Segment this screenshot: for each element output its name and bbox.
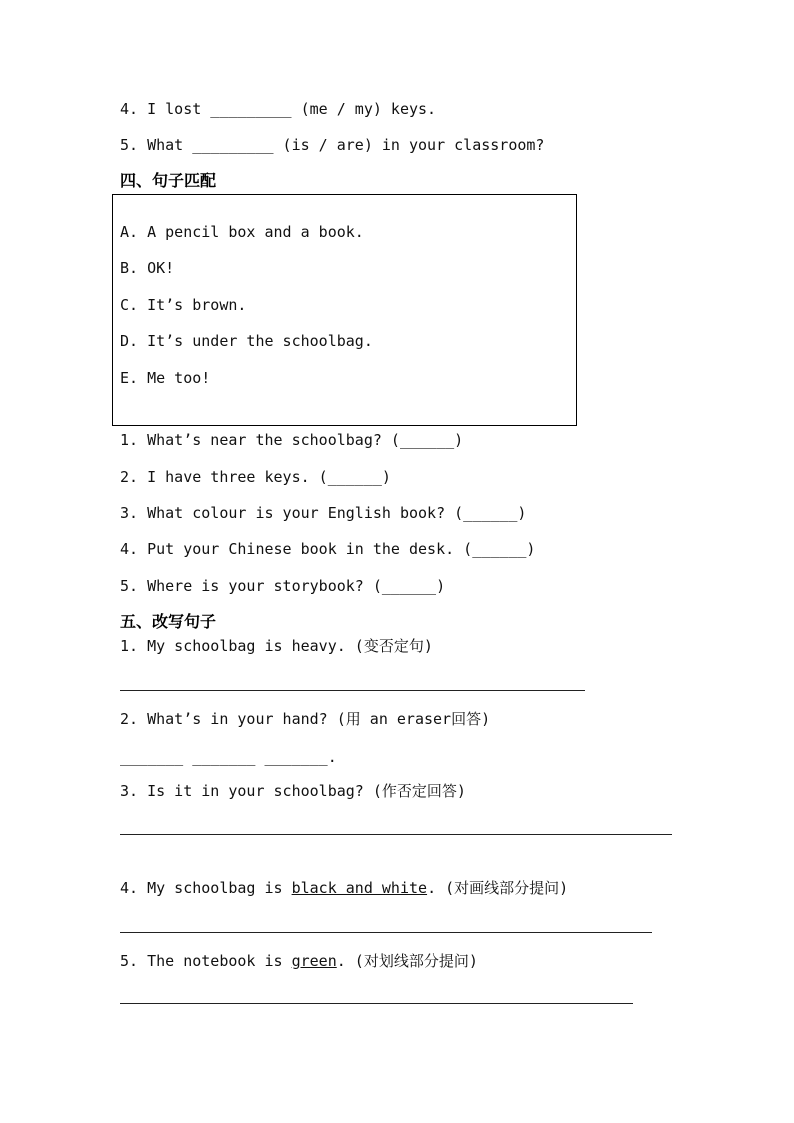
matching-question-2: 2. I have three keys. (______)	[120, 468, 391, 486]
question-4-suffix: . (对画线部分提问)	[427, 879, 569, 897]
answer-line-3	[120, 834, 672, 835]
answer-line-1	[120, 690, 585, 691]
answer-line-4	[120, 932, 652, 933]
matching-option-d: D. It’s under the schoolbag.	[120, 332, 373, 350]
question-5-underlined: green	[291, 952, 337, 970]
fill-blank-item-5: 5. What _________ (is / are) in your classroom?	[120, 136, 545, 154]
rewrite-question-1: 1. My schoolbag is heavy. (变否定句)	[120, 637, 433, 655]
answer-blanks-2: _______ _______ _______.	[120, 748, 337, 766]
rewrite-question-4	[120, 878, 568, 898]
rewrite-question-2: 2. What’s in your hand? (用 an eraser回答)	[120, 710, 491, 728]
question-5-suffix: . (对划线部分提问)	[336, 952, 478, 970]
fill-blank-item-4: 4. I lost _________ (me / my) keys.	[120, 100, 437, 118]
matching-question-1: 1. What’s near the schoolbag? (______)	[120, 431, 464, 449]
answer-line-5	[120, 1003, 633, 1004]
section-heading-matching: 四、句子匹配	[120, 171, 217, 190]
question-4-prefix: 4. My schoolbag is	[120, 879, 292, 897]
matching-question-4: 4. Put your Chinese book in the desk. (______)	[120, 540, 536, 558]
matching-option-b: B. OK!	[120, 259, 175, 277]
rewrite-question-5	[120, 951, 478, 971]
matching-option-a: A. A pencil box and a book.	[120, 223, 364, 241]
question-5-prefix: 5. The notebook is	[120, 952, 292, 970]
question-4-underlined: black and white	[291, 879, 428, 897]
section-heading-rewrite: 五、改写句子	[120, 612, 217, 631]
matching-option-e: E. Me too!	[120, 369, 211, 387]
matching-question-3: 3. What colour is your English book? (______)	[120, 504, 527, 522]
matching-option-c: C. It’s brown.	[120, 296, 247, 314]
matching-question-5: 5. Where is your storybook? (______)	[120, 577, 446, 595]
rewrite-question-3: 3. Is it in your schoolbag? (作否定回答)	[120, 782, 466, 800]
